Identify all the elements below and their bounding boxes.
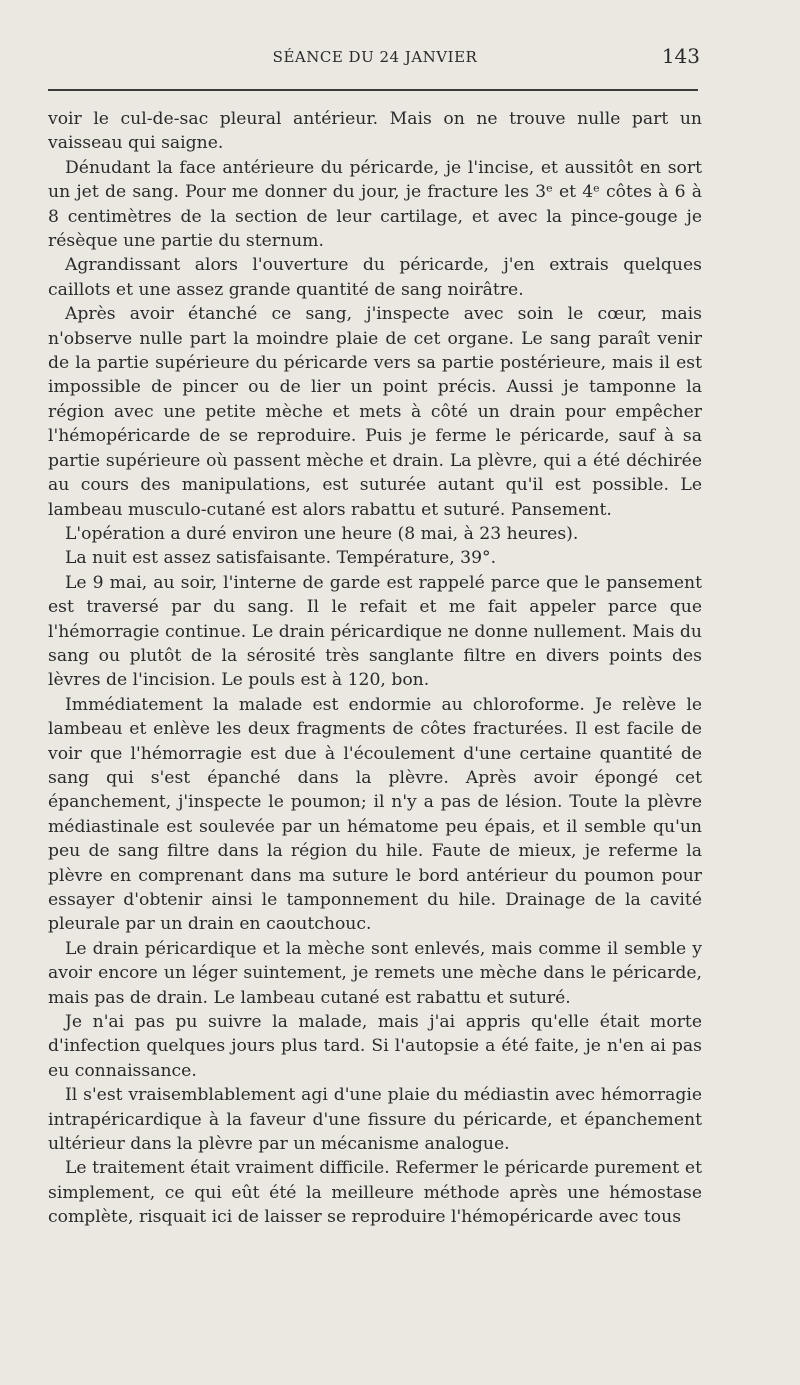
page-number: 143 [661, 44, 700, 68]
paragraph: Il s'est vraisemblablement agi d'une plaie du médiastin avec hémorragie intrapéricardique à la faveur d'une fissure du péricarde, et épanchement ultérieur dans la plèvre par un mécanisme analogue. [48, 1085, 702, 1155]
paragraph: Le traitement était vraiment difficile. Refermer le péricarde purement et simplement, ce qui eût été la meilleure méthode après une hémostase complète, risquait ici de laisser se reproduire l'hémopéricarde avec tous [48, 1158, 702, 1228]
paragraph: Agrandissant alors l'ouverture du péricarde, j'en extrais quelques caillots et une assez grande quantité de sang noirâtre. [48, 255, 702, 300]
paragraph: Immédiatement la malade est endormie au chloroforme. Je relève le lambeau et enlève les deux fragments de côtes fracturées. Il est facile de voir que l'hémorragie est due à l'écoulement d'une certaine quantité de sang qui s'est épanché dans la plèvre. Après avoir épongé cet épanchement, j'inspecte le poumon; il n'y a pas de lésion. Toute la plèvre médiastinale est soulevée par un hématome peu épais, et il semble qu'un peu de sang filtre dans la région du hile. Faute de mieux, je referme la plèvre en comprenant dans ma suture le bord antérieur du poumon pour essayer d'obtenir ainsi le tamponnement du hile. Drainage de la cavité pleurale par un drain en caoutchouc. [48, 694, 702, 935]
paragraph: Le 9 mai, au soir, l'interne de garde est rappelé parce que le pansement est traversé par du sang. Il le refait et me fait appeler parce que l'hémorragie continue. Le drain péricardique ne donne nullement. Mais du sang ou plutôt de la sérosité très sanglante filtre en divers points des lèvres de l'incision. Le pouls est à 120, bon. [48, 572, 702, 691]
paragraph: Le drain péricardique et la mèche sont enlevés, mais comme il semble y avoir encore un léger suintement, je remets une mèche dans le péricarde, mais pas de drain. Le lambeau cutané est rabattu et suturé. [48, 938, 702, 1008]
page-header [48, 42, 702, 72]
paragraph: L'opération a duré environ une heure (8 mai, à 23 heures). [65, 523, 579, 544]
paragraph: La nuit est assez satisfaisante. Température, 39°. [65, 548, 497, 569]
body-text [48, 107, 702, 1230]
header-rule [48, 89, 698, 91]
paragraph: Dénudant la face antérieure du péricarde, je l'incise, et aussitôt en sort un jet de sang. Pour me donner du jour, je fracture les 3ᵉ et 4ᵉ côtes à 6 à 8 centimètres de la section de leur cartilage, et avec la pince-gouge je résèque une partie du sternum. [48, 157, 702, 252]
paragraph: Je n'ai pas pu suivre la malade, mais j'ai appris qu'elle était morte d'infection quelques jours plus tard. Si l'autopsie a été faite, je n'en ai pas eu connaissance. [48, 1012, 702, 1081]
paragraph: Après avoir étanché ce sang, j'inspecte avec soin le cœur, mais n'observe nulle part la moindre plaie de cet organe. Le sang paraît venir de la partie supérieure du péricarde vers sa partie postérieure, mais il est impossible de pincer ou de lier un point précis. Aussi je tamponne la région avec une petite mèche et mets à côté un drain pour empêcher l'hémopéricarde de se reproduire. Puis je ferme le péricarde, sauf à sa partie supérieure où passent mèche et drain. La plèvre, qui a été déchirée au cours des manipulations, est suturée autant qu'il est possible. Le lambeau musculo-cutané est alors rabattu et suturé. Pansement. [48, 304, 702, 520]
paragraph: voir le cul-de-sac pleural antérieur. Mais on ne trouve nulle part un vaisseau qui saigne. [48, 109, 702, 154]
running-head: SÉANCE DU 24 JANVIER [272, 48, 478, 66]
